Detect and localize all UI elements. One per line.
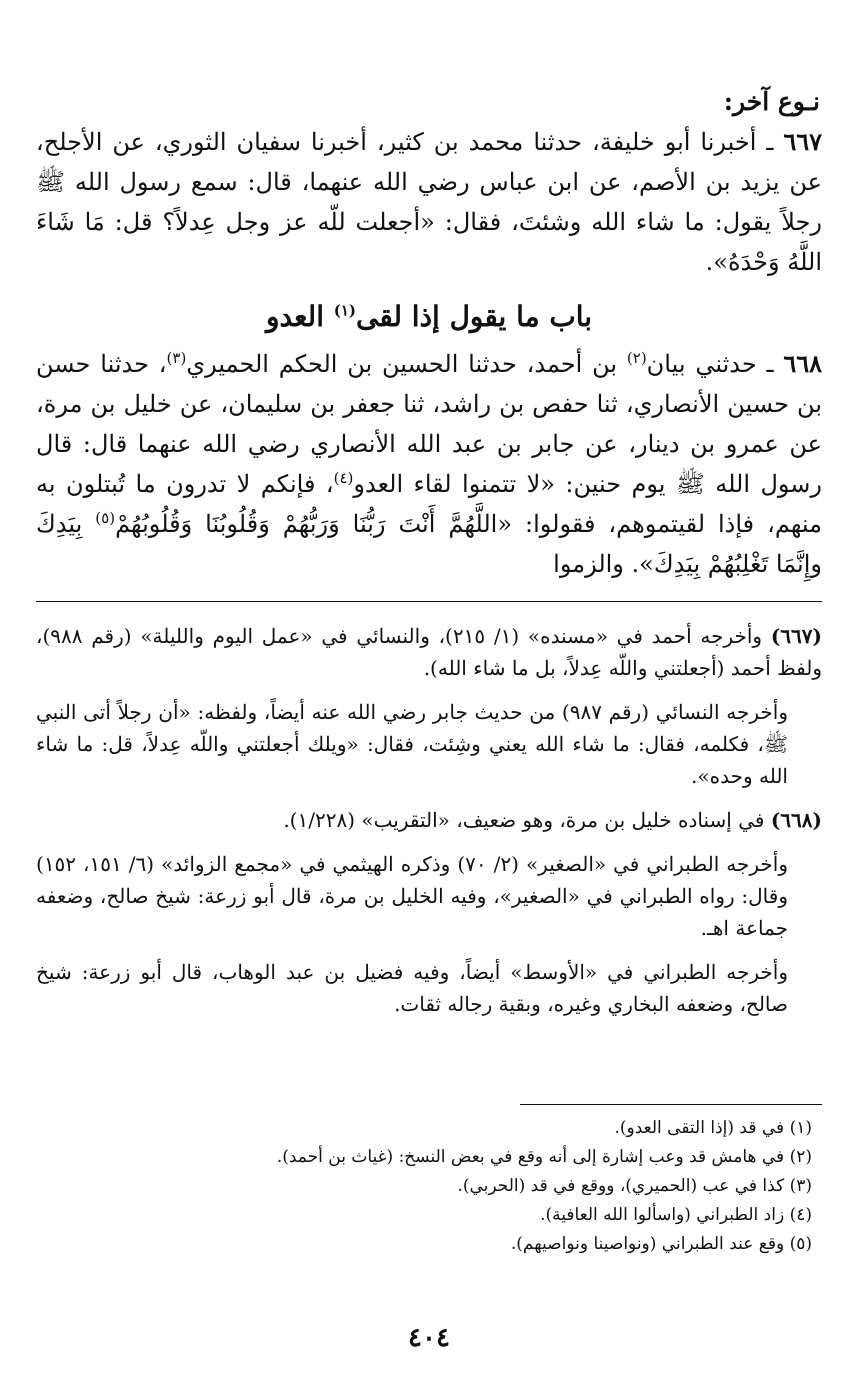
chapter-title [36,292,822,342]
note-668-a [36,804,822,836]
note-668-c [36,956,822,1020]
chapter-title-text: العدو [265,300,324,333]
footnote-divider [520,1104,822,1105]
note-text: وأخرجه أحمد في «مسنده» (١/ ٢١٥)، والنسائي في «عمل اليوم والليلة» (رقم ٩٨٨)، ولفظ أحمد (أجعلتني واللّه عِدلاً، بل ما شاء الله). [36,624,822,680]
hadith-667 [36,122,822,282]
note-667-b [36,696,822,792]
footnote-marker: (٣) [166,349,187,367]
hadith-668 [36,344,822,584]
note-667-a [36,620,822,684]
hadith-text: ـ حدثني بيان [646,350,774,378]
section-divider [36,601,822,602]
note-668-b [36,848,822,944]
footnote-item: (١) في قد (إذا التقى العدو). [614,1118,812,1138]
footnote-marker: (٥) [95,509,116,527]
sub-heading: نـوع آخر: [723,87,820,116]
hadith-number: ٦٦٨ [783,349,822,378]
hadith-text: ـ أخبرنا أبو خليفة، حدثنا محمد بن كثير، أخبرنا سفيان الثوري، عن الأجلح، عن يزيد بن الأصم، عن ابن عباس رضي الله عنهما، قال: سمع رسول الله ﷺ رجلاً يقول: ما شاء الله وشئتَ، فقال: «أجعلت للّه عز وجل عِدلاً؟ قل: مَا شَاءَ اللَّهُ وَحْدَهُ». [36,128,822,276]
hadith-text: ، فإنكم لا تدرون ما تُبتلون به منهم، فإذا لقيتموهم، فقولوا: «اللَّهُمَّ أَنْتَ رَبُّنَا وَرَبُّهُمْ وَقُلُوبُنَا وَقُلُوبُهُمْ [36,470,822,538]
commentary-notes [36,620,822,1032]
hadith-text: بن أحمد، حدثنا الحسين بن الحكم الحميري [186,350,618,378]
footnote-item: (٤) زاد الطبراني (واسألوا الله العافية). [540,1205,812,1225]
note-text: وأخرجه الطبراني في «الأوسط» أيضاً، وفيه فضيل بن عبد الوهاب، قال أبو زرعة: شيخ صالح، وضعفه البخاري وغيره، وبقية رجاله ثقات. [36,960,788,1016]
footnote-marker: (٢) [626,349,647,367]
hadith-text: بِيَدِكَ وإِنَّمَا تَغْلِبُهُمْ بِيَدِكَ». والزموا [36,510,822,578]
footnote-marker: (١) [333,301,357,320]
note-text: في إسناده خليل بن مرة، وهو ضعيف، «التقريب» (١/٢٢٨). [283,808,765,832]
footnote-item: (٢) في هامش قد وعب إشارة إلى أنه وقع في بعض النسخ: (غياث بن أحمد). [276,1147,812,1167]
note-text: وأخرجه النسائي (رقم ٩٨٧) من حديث جابر رضي الله عنه أيضاً، ولفظه: «أن رجلاً أتى النبي ﷺ، فكلمه، فقال: ما شاء الله يعني وشِئت، فقال: «ويلك أجعلتني واللّه عِدلاً، قل: ما شاء الله وحده». [36,700,788,788]
main-text [36,82,822,584]
note-number: (٦٦٨) [770,808,822,832]
footnote-item: (٣) كذا في عب (الحميري)، ووقع في قد (الحربي). [457,1176,812,1196]
book-page [36,0,822,1376]
hadith-number: ٦٦٧ [783,127,822,156]
footnotes [36,1114,822,1259]
page-number: ٤٠٤ [408,1323,450,1353]
note-number: (٦٦٧) [770,624,822,648]
chapter-title-text: باب ما يقول إذا لقى [356,300,593,333]
footnote-item: (٥) وقع عند الطبراني (ونواصينا ونواصيهم). [510,1234,812,1254]
footnote-marker: (٤) [333,469,354,487]
hadith-text: ، حدثنا حسن بن حسين الأنصاري، ثنا حفص بن راشد، ثنا جعفر بن سليمان، عن خليل بن مرة، عن عمرو بن دينار، عن جابر بن عبد الله الأنصاري رضي الله عنهما قال: قال رسول الله ﷺ يوم حنين: «لا تتمنوا لقاء العدو [36,350,822,498]
note-text: وأخرجه الطبراني في «الصغير» (٢/ ٧٠) وذكره الهيثمي في «مجمع الزوائد» (٦/ ١٥١، ١٥٢) وقال: رواه الطبراني في «الصغير»، وفيه الخليل بن مرة، قال أبو زرعة: شيخ صالح، وضعفه جماعة اهـ. [36,852,788,940]
